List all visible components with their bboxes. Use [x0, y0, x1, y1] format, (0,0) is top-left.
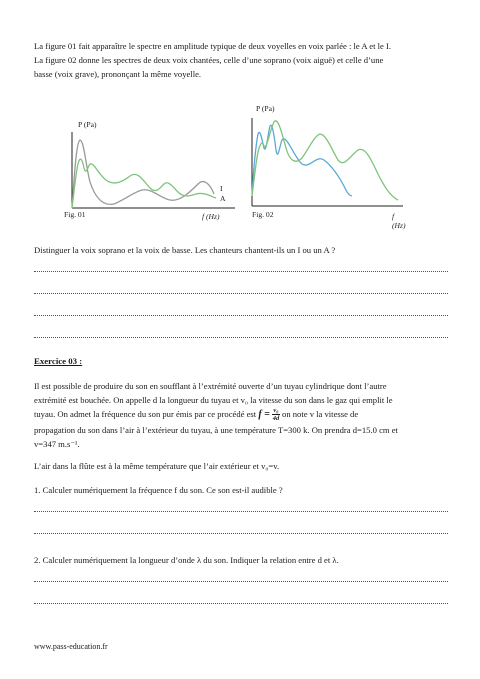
- fig1-curve-label-I: I: [220, 184, 223, 193]
- exercise-paragraph-line-2: extrémité est bouchée. On appelle d la longueur du tuyau et v₀ la vitesse du son dans le gaz qui emplit le: [34, 395, 393, 405]
- answer-line: [34, 292, 448, 294]
- answer-line: [34, 270, 448, 272]
- fig2-caption: Fig. 02: [252, 210, 274, 219]
- fig2-ylabel: P (Pa): [256, 104, 275, 113]
- intro-line-1: La figure 01 fait apparaître le spectre en amplitude typique de deux voyelles en voix parlée : le A et le I.: [34, 41, 391, 51]
- answer-line: [34, 602, 448, 604]
- fig1-curve-label-A: A: [220, 194, 226, 203]
- footer-url: www.pass-education.fr: [34, 642, 108, 651]
- fig2-xlabel: f (Hz): [392, 212, 406, 230]
- exercise-question-1: 1. Calculer numériquement la fréquence f du son. Ce son est-il audible ?: [34, 485, 283, 495]
- exercise-question-2: 2. Calculer numériquement la longueur d’onde λ du son. Indiquer la relation entre d et λ.: [34, 555, 339, 565]
- formula-fraction: [272, 407, 279, 422]
- exercise-paragraph-line-1: Il est possible de produire du son en soufflant à l’extrémité ouverte d’un tuyau cylindrique dont l’autre: [34, 381, 387, 391]
- fig2-curve-blue: [252, 125, 352, 196]
- exercise-paragraph-line-5: v=347 m.s⁻¹.: [34, 439, 80, 449]
- exercise-text-3a: tuyau. On admet la fréquence du son pur émis par ce procédé est: [34, 409, 257, 419]
- exercise-title: Exercice 03 :: [34, 356, 83, 366]
- exercise-paragraph-6: L’air dans la flûte est à la même température que l’air extérieur et v₀=v.: [34, 461, 280, 471]
- exercise-text-3b: on note v la vitesse de: [282, 409, 359, 419]
- exercise-paragraph-line-4: propagation du son dans l’air à l’extérieur du tuyau, à une température T=300 k. On prendra d=15.0 cm et: [34, 425, 398, 435]
- fig1-curve-I: [72, 140, 214, 208]
- frequency-formula: [258, 409, 282, 420]
- figure-02-plot: [248, 104, 408, 222]
- answer-line: [34, 532, 448, 534]
- answer-line: [34, 510, 448, 512]
- figure-02: [248, 104, 408, 230]
- fig1-curve-A: [72, 159, 216, 208]
- intro-line-3: basse (voix grave), prononçant la même voyelle.: [34, 69, 202, 79]
- formula-numerator: v₀: [273, 407, 279, 415]
- formula-f: f =: [258, 409, 270, 420]
- exercise-paragraph-line-3: [34, 406, 448, 422]
- figure-01: [60, 112, 240, 222]
- question-1: Distinguer la voix soprano et la voix de basse. Les chanteurs chantent-ils un I ou un A ?: [34, 245, 336, 255]
- fig1-caption: Fig. 01: [64, 210, 86, 219]
- answer-line: [34, 314, 448, 316]
- intro-line-2: La figure 02 donne les spectres de deux voix chantées, celle d’une soprano (voix aiguë) et celle d’une: [34, 55, 384, 65]
- fig1-xlabel: f (Hz): [202, 212, 220, 221]
- fig1-ylabel: P (Pa): [78, 120, 97, 129]
- answer-line: [34, 336, 448, 338]
- answer-line: [34, 580, 448, 582]
- formula-denominator: 4d: [272, 415, 280, 422]
